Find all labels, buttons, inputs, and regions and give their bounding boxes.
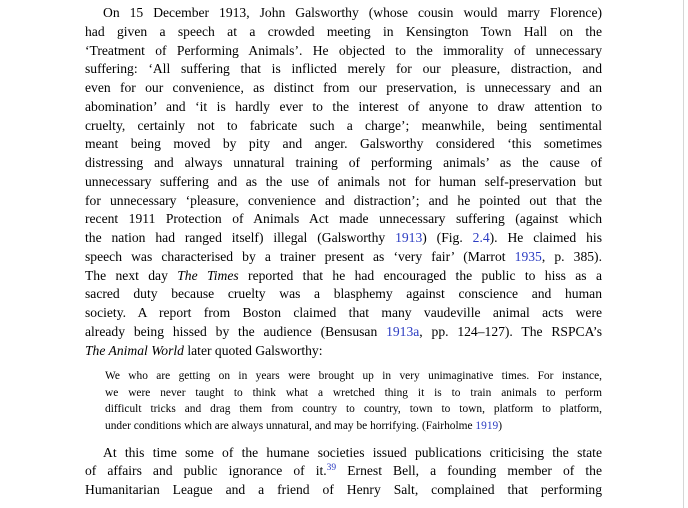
text-segment: , p. 385). [541,248,602,264]
text-line [85,323,602,342]
text-line [85,248,602,267]
text-segment: ) [498,420,502,433]
text-line [105,385,602,402]
text-line [85,462,602,481]
citation-link[interactable]: 1935 [514,248,542,264]
text-segment: even for our convenience, as distinct from our preservation, is unnecessary and an [85,80,602,95]
text-segment: On 15 December 1913, John Galsworthy (whose cousin would marry Florence) [103,5,602,20]
text-segment: of affairs and public ignorance of it. [85,463,327,479]
text-line [85,79,602,98]
text-line [85,192,602,211]
page-content [85,4,602,500]
text-segment: ‘Treatment of Performing Animals’. He objected to the immorality of unnecessary [85,42,602,58]
text-line [85,444,602,463]
citation-link[interactable]: 1913a [386,323,420,339]
text-segment: Ernest Bell, a founding member of the [336,463,602,479]
text-segment: the nation had ranged itself) illegal (Galsworthy [85,230,396,245]
text-segment: , pp. 124–127). The RSPCA’s [419,323,602,339]
text-line [85,481,602,500]
text-line [85,23,602,42]
text-segment: sacred duty because cruelty was a blasphemy against conscience and human [85,286,602,302]
page-edge-line [683,0,684,508]
text-segment: had given a speech at a crowded meeting in Kensington Town Hall on the [85,23,602,39]
text-segment: later quoted Galsworthy: [183,342,323,358]
text-segment: distressing and always unnatural training of performing animals’ as the cause of [85,155,602,170]
text-segment: reported that he had encouraged the public to hiss as a [238,267,602,283]
text-line [85,285,602,304]
text-line [85,4,602,23]
text-line [85,304,602,323]
text-line [85,229,602,248]
text-segment: The next day [85,267,178,283]
italic-text: The Times [177,267,239,283]
paragraph-galsworthy-speech [85,4,602,360]
citation-link[interactable]: 2.4 [472,230,490,245]
citation-link[interactable]: 1919 [475,420,499,433]
text-segment: At this time some of the humane societies issued publications criticising the state [103,444,602,460]
text-line [85,60,602,79]
citation-link[interactable]: 1913 [395,230,423,245]
text-segment: difficult tricks and drag them from country to country, town to town, platform to platform, [105,403,602,416]
text-segment: meant being moved by pity and anger. Galsworthy considered ‘this sometimes [85,136,602,152]
text-line [85,135,602,154]
text-line [105,368,602,385]
text-line [85,342,602,361]
text-segment: under conditions which are always unnatural, and may be horrifying. (Fairholme [105,420,476,433]
text-segment: speech was characterised by a trainer present as ‘very fair’ (Marrot [85,248,515,264]
blockquote-animal-world [105,368,602,434]
text-segment: unnecessary suffering and as the use of animals not for human self-preservation but [85,173,602,189]
text-segment: for unnecessary ‘pleasure, convenience and distraction’; and he pointed out that the [85,192,602,208]
text-segment: recent 1911 Protection of Animals Act made unnecessary suffering (against which [85,211,602,227]
text-segment: suffering: ‘All suffering that is inflicted merely for our pleasure, distraction, and [85,61,602,77]
text-segment: society. A report from Boston claimed that many vaudeville animal acts were [85,305,602,320]
text-segment: ) (Fig. [422,230,473,245]
footnote-link[interactable]: 39 [326,463,337,474]
text-line [105,418,602,435]
text-line [85,210,602,229]
text-line [85,267,602,286]
text-segment: cruelty, certainly not to fabricate such a charge’; meanwhile, being sentimental [85,117,602,133]
text-line [85,117,602,136]
text-line [85,154,602,173]
text-line [105,401,602,418]
text-segment: ). He claimed his [489,230,602,245]
text-segment: We who are getting on in years were brought up in very unimaginative times. For instance, [105,370,602,383]
text-line [85,98,602,117]
text-segment: Humanitarian League and a friend of Henry Salt, complained that performing [85,482,602,498]
text-line [85,173,602,192]
text-segment: already being hissed by the audience (Bensusan [85,323,387,339]
text-segment: we were never taught to think what a wretched thing it is to train animals to perform [105,386,602,399]
paragraph-humane-societies [85,444,602,500]
text-segment: abomination’ and ‘it is hardly ever to the interest of anyone to draw attention to [85,98,602,114]
italic-text: The Animal World [85,342,184,358]
text-line [85,42,602,61]
